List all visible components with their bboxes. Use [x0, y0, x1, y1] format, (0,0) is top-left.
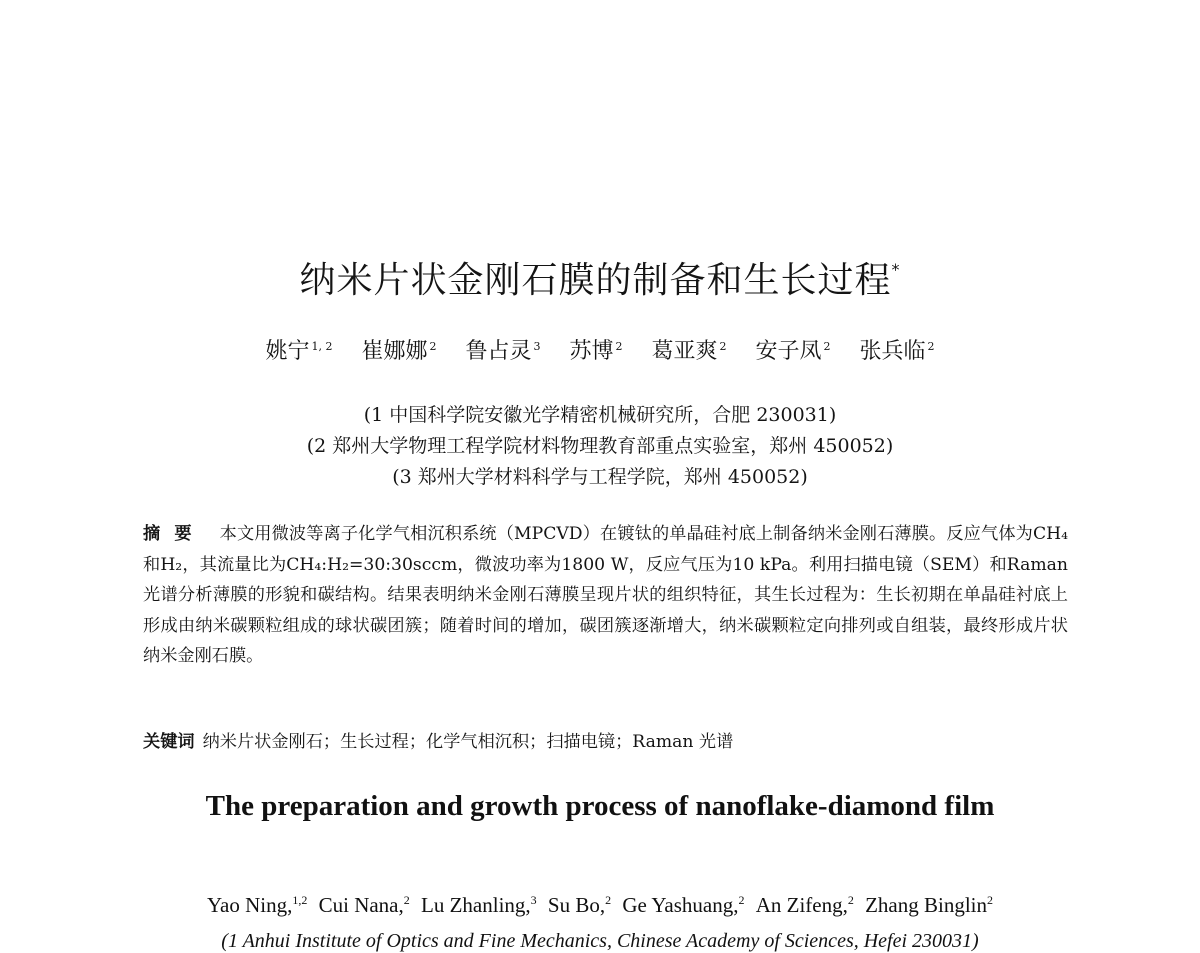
- author-en: [865, 893, 993, 918]
- author-en-affil: 1,2: [292, 893, 308, 907]
- author-en-name: An Zifeng,: [755, 893, 848, 917]
- author-cn: [756, 334, 831, 365]
- author-cn-name: 崔娜娜: [361, 339, 428, 364]
- author-cn-affil: 2: [927, 339, 935, 353]
- author-en-name: Lu Zhanling,: [421, 893, 531, 917]
- author-cn-affil: 2: [615, 339, 623, 353]
- author-cn: [361, 334, 436, 365]
- title-footnote-mark: *: [891, 260, 901, 279]
- author-cn: [860, 334, 935, 365]
- author-cn-name: 苏博: [569, 339, 614, 364]
- affiliation-english: (1 Anhui Institute of Optics and Fine Mechanics, Chinese Academy of Sciences, Hefei 230031): [221, 930, 979, 952]
- keywords-label: 关键词: [143, 732, 195, 752]
- author-en-affil: 2: [847, 893, 854, 907]
- author-en: [548, 893, 611, 918]
- author-en-name: Ge Yashuang,: [622, 893, 739, 917]
- affiliation-line: (2 郑州大学物理工程学院材料物理教育部重点实验室，郑州 450052): [306, 435, 894, 457]
- title-english: The preparation and growth process of nanoflake-diamond film: [205, 790, 995, 822]
- authors-chinese: [0, 334, 1200, 365]
- author-cn: [265, 334, 332, 365]
- author-cn-affil: 2: [429, 339, 437, 353]
- abstract-label: 摘要: [143, 524, 206, 544]
- author-cn-name: 葛亚爽: [651, 339, 718, 364]
- abstract: [143, 519, 1068, 672]
- author-cn-affil: 2: [719, 339, 727, 353]
- author-cn-affil: 2: [823, 339, 831, 353]
- author-cn: [569, 334, 622, 365]
- author-cn-name: 鲁占灵: [465, 339, 532, 364]
- keywords: [143, 727, 1068, 757]
- author-cn: [652, 334, 727, 365]
- author-en-name: Zhang Binglin: [865, 893, 988, 917]
- affiliation-line: (3 郑州大学材料科学与工程学院，郑州 450052): [392, 466, 808, 488]
- title-chinese-text: 纳米片状金刚石膜的制备和生长过程: [299, 260, 892, 301]
- title-chinese: [0, 252, 1200, 303]
- author-cn-name: 张兵临: [859, 339, 926, 364]
- author-en-name: Yao Ning,: [206, 893, 293, 917]
- author-en: [421, 893, 537, 918]
- author-en-name: Su Bo,: [547, 893, 606, 917]
- affiliations-chinese: [0, 400, 1200, 493]
- author-en-affil: 2: [738, 893, 745, 907]
- author-cn-affil: 3: [533, 339, 541, 353]
- author-en: [622, 893, 744, 918]
- affiliation-line: (1 中国科学院安徽光学精密机械研究所，合肥 230031): [363, 404, 837, 426]
- author-en-affil: 2: [987, 893, 994, 907]
- author-en: [756, 893, 854, 918]
- keywords-text: 纳米片状金刚石；生长过程；化学气相沉积；扫描电镜；Raman 光谱: [202, 732, 734, 752]
- author-en: [207, 893, 307, 918]
- author-en: [319, 893, 410, 918]
- author-cn-name: 姚宁: [265, 339, 310, 364]
- author-cn-affil: 1, 2: [311, 339, 333, 353]
- abstract-text: 本文用微波等离子化学气相沉积系统（MPCVD）在镀钛的单晶硅衬底上制备纳米金刚石薄膜。反应气体为CH₄和H₂，其流量比为CH₄:H₂=30:30sccm，微波功率为1800 W，反应气压为10 kPa。利用扫描电镜（SEM）和Raman 光谱分析薄膜的形貌和碳结构。结果表明纳米金刚石薄膜呈现片状的组织特征，其生长过程为：生长初期在单晶硅衬底上形成由纳米碳颗粒组成的球状碳团簇；随着时间的增加，碳团簇逐渐增大，纳米碳颗粒定向排列或自组装，最终形成片状纳米金刚石膜。: [143, 524, 1068, 667]
- author-en-name: Cui Nana,: [318, 893, 404, 917]
- author-en-affil: 2: [605, 893, 612, 907]
- author-cn-name: 安子凤: [755, 339, 822, 364]
- author-en-affil: 2: [403, 893, 410, 907]
- author-cn: [465, 334, 540, 365]
- author-en-affil: 3: [530, 893, 537, 907]
- authors-english: [0, 893, 1200, 918]
